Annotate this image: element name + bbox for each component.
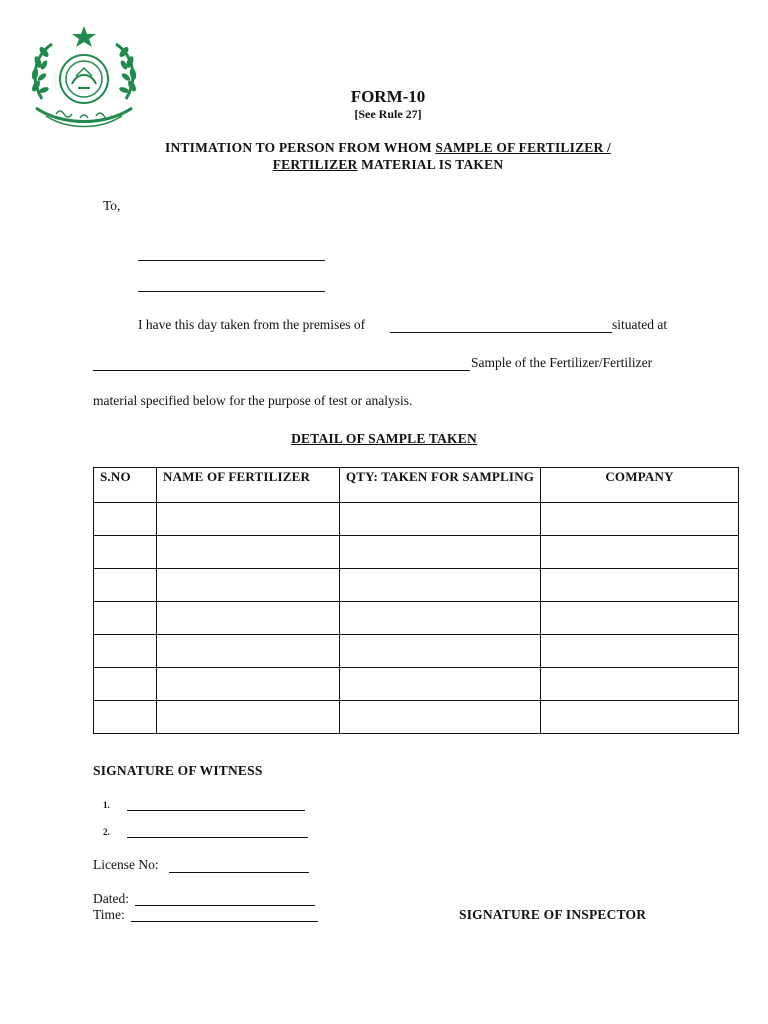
heading-text: INTIMATION TO PERSON FROM WHOM [165,140,436,155]
cell-name[interactable] [157,602,340,635]
heading-underlined-text: FERTILIZER [272,157,358,172]
detail-heading: DETAIL OF SAMPLE TAKEN [291,431,477,446]
situated-at-text: situated at [612,317,668,332]
premises-blank[interactable] [390,332,612,333]
heading-text: MATERIAL IS TAKEN [357,157,504,172]
license-label: License No: [93,857,159,872]
form-heading-line1 [0,140,768,156]
cell-qty[interactable] [340,668,541,701]
cell-company[interactable] [541,635,739,668]
form-number: FORM-10 [350,87,426,106]
table-header-row [94,468,739,503]
witness-1-number: 1. [103,800,110,810]
cell-sno[interactable] [94,635,157,668]
sample-detail-table [93,467,739,734]
location-blank[interactable] [93,370,470,371]
cell-name[interactable] [157,503,340,536]
time-line[interactable] [131,921,318,922]
cell-qty[interactable] [340,602,541,635]
premises-text: I have this day taken from the premises of [138,317,366,332]
rule-reference: [See Rule 27] [354,107,422,121]
form-heading-line2 [0,157,768,173]
cell-company[interactable] [541,503,739,536]
cell-name[interactable] [157,569,340,602]
address-line-2[interactable] [138,291,325,292]
to-label: To, [103,198,121,213]
cell-company[interactable] [541,602,739,635]
column-header-sno: S.NO [94,468,157,503]
witness-1-line[interactable] [127,810,305,811]
table-row [94,668,739,701]
dated-line[interactable] [135,905,315,906]
witness-2-number: 2. [103,827,110,837]
column-header-qty: QTY: TAKEN FOR SAMPLING [340,468,541,503]
table-row [94,569,739,602]
sample-text: Sample of the Fertilizer/Fertilizer [471,355,653,370]
cell-company[interactable] [541,668,739,701]
license-line[interactable] [169,872,309,873]
cell-sno[interactable] [94,668,157,701]
cell-company[interactable] [541,569,739,602]
cell-name[interactable] [157,635,340,668]
time-label: Time: [93,907,125,922]
cell-name[interactable] [157,701,340,734]
cell-company[interactable] [541,536,739,569]
heading-underlined-text: SAMPLE OF FERTILIZER / [435,140,611,155]
cell-qty[interactable] [340,569,541,602]
witness-2-line[interactable] [127,837,308,838]
inspector-signature-label: SIGNATURE OF INSPECTOR [459,907,647,922]
material-text: material specified below for the purpose of test or analysis. [93,393,413,408]
table-row [94,701,739,734]
cell-sno[interactable] [94,503,157,536]
column-header-company: COMPANY [541,468,739,503]
cell-qty[interactable] [340,635,541,668]
column-header-name: NAME OF FERTILIZER [157,468,340,503]
cell-sno[interactable] [94,536,157,569]
address-line-1[interactable] [138,260,325,261]
cell-name[interactable] [157,668,340,701]
table-row [94,536,739,569]
cell-sno[interactable] [94,569,157,602]
table-row [94,503,739,536]
cell-name[interactable] [157,536,340,569]
cell-company[interactable] [541,701,739,734]
cell-sno[interactable] [94,602,157,635]
cell-qty[interactable] [340,536,541,569]
table-row [94,602,739,635]
witness-heading: SIGNATURE OF WITNESS [93,763,263,778]
cell-qty[interactable] [340,701,541,734]
cell-sno[interactable] [94,701,157,734]
table-row [94,635,739,668]
cell-qty[interactable] [340,503,541,536]
dated-label: Dated: [93,891,129,906]
